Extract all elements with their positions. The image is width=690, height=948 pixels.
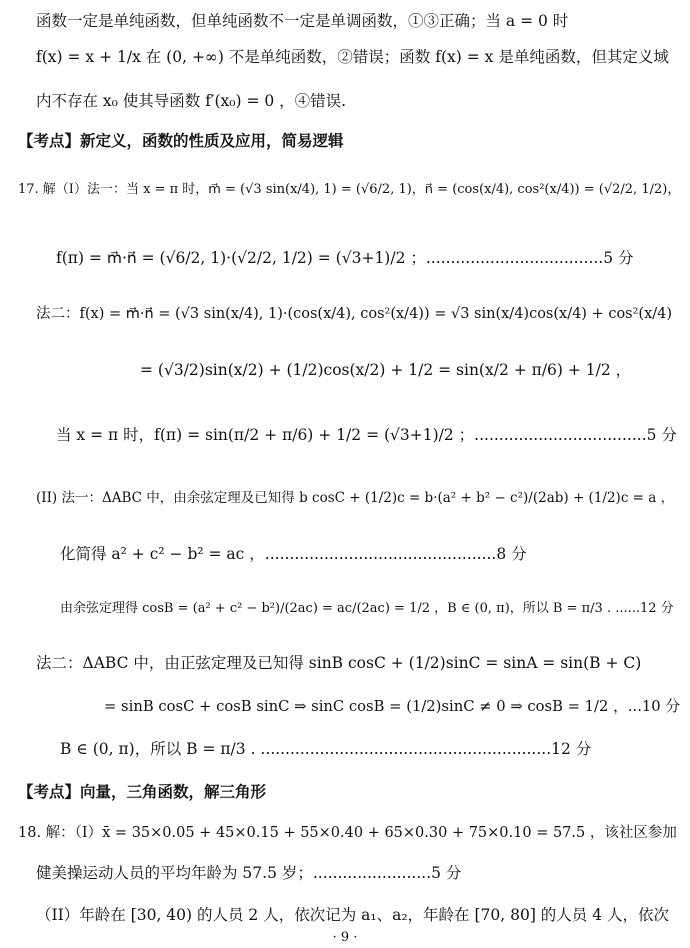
text-line: 法二：f(x) = m⃗·n⃗ = (√3 sin(x/4), 1)·(cos(x/4), cos²(x/4)) = √3 sin(x/4)cos(x/4) + cos²(x/4) xyxy=(36,306,673,322)
text-line: 化简得 a² + c² − b² = ac ，...............................................8 分 xyxy=(60,545,527,563)
text-line: 由余弦定理得 cosB = (a² + c² − b²)/(2ac) = ac/(2ac) = 1/2 ，B ∈ (0, π)，所以 B = π/3 . ......12 分 xyxy=(60,601,674,616)
text-line: 健美操运动人员的平均年龄为 57.5 岁；........................5 分 xyxy=(36,864,462,882)
text-line: = sinB cosC + cosB sinC ⇒ sinC cosB = (1/2)sinC ≠ 0 ⇒ cosB = 1/2 ，...10 分 xyxy=(104,698,681,715)
page-number: · 9 · xyxy=(332,930,358,945)
text-line: （II）年龄在 [30, 40) 的人员 2 人，依次记为 a₁、a₂，年龄在 [70, 80] 的人员 4 人，依次 xyxy=(36,906,670,924)
problem-17-header: 17. 解（I）法一：当 x = π 时，m⃗ = (√3 sin(x/4), 1) = (√6/2, 1)，n⃗ = (cos(x/4), cos²(x/4)) = (√2/2, 1/2)， xyxy=(18,182,681,197)
text-line: 函数一定是单纯函数，但单纯函数不一定是单调函数，①③正确；当 a = 0 时 xyxy=(36,12,569,30)
kaodian-line: 【考点】向量，三角函数，解三角形 xyxy=(18,782,267,801)
text-line: f(x) = x + 1/x 在 (0, +∞) 不是单纯函数，②错误；函数 f(x) = x 是单纯函数，但其定义域 xyxy=(36,48,669,66)
text-line: 当 x = π 时，f(π) = sin(π/2 + π/6) + 1/2 = (√3+1)/2 ；...................................5 分 xyxy=(56,426,677,444)
text-line: = (√3/2)sin(x/2) + (1/2)cos(x/2) + 1/2 = sin(x/2 + π/6) + 1/2 ， xyxy=(140,361,632,379)
text-line: (II) 法一：ΔABC 中，由余弦定理及已知得 b cosC + (1/2)c = b·(a² + b² − c²)/(2ab) + (1/2)c = a ， xyxy=(36,490,675,506)
kaodian-line: 【考点】新定义，函数的性质及应用，简易逻辑 xyxy=(18,131,344,150)
problem-18-header: 18. 解：（I）x̄ = 35×0.05 + 45×0.15 + 55×0.40 + 65×0.30 + 75×0.10 = 57.5 ，该社区参加 xyxy=(18,825,677,841)
text-line: B ∈ (0, π)，所以 B = π/3 . ...........................................................12 分 xyxy=(60,740,592,758)
text-line: f(π) = m⃗·n⃗ = (√6/2, 1)·(√2/2, 1/2) = (√3+1)/2 ；....................................5 分 xyxy=(56,249,634,267)
text-line: 内不存在 x₀ 使其导函数 f′(x₀) = 0 ，④错误. xyxy=(36,92,347,110)
text-line: 法二：ΔABC 中，由正弦定理及已知得 sinB cosC + (1/2)sinC = sinA = sin(B + C) xyxy=(36,654,642,672)
